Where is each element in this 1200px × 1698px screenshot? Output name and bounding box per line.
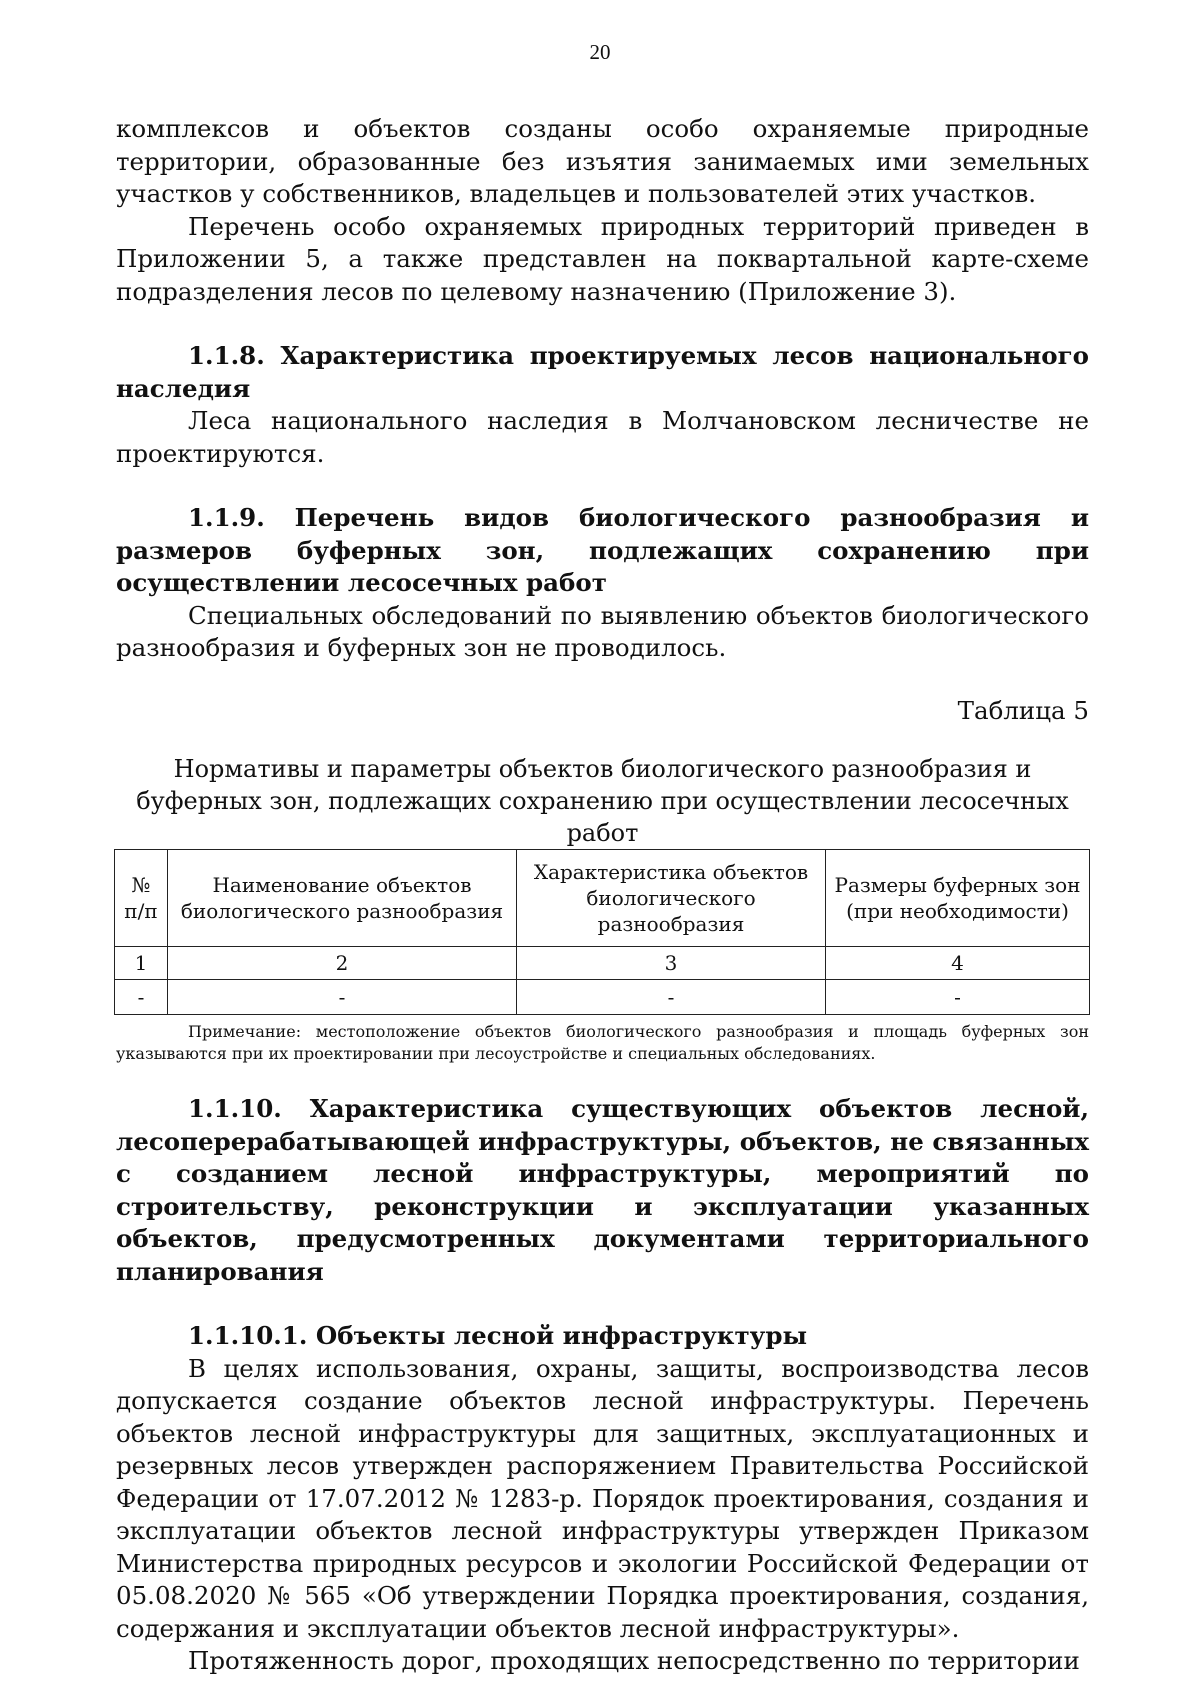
- heading-1-1-10-1: 1.1.10.1. Объекты лесной инфраструктуры: [188, 1321, 808, 1350]
- table-row: [115, 980, 1090, 1015]
- table-cell: 3: [517, 947, 826, 980]
- table-cell: 4: [826, 947, 1090, 980]
- table-cell: 1: [115, 947, 168, 980]
- table-caption-line: Нормативы и параметры объектов биологического разнообразия и: [173, 755, 1032, 783]
- table-label: Таблица 5: [957, 695, 1089, 725]
- table-cell: -: [826, 980, 1090, 1015]
- heading-1-1-8: 1.1.8. Характеристика проектируемых лесов национального наследия: [116, 341, 1089, 403]
- paragraph-forest-infrastructure: В целях использования, охраны, защиты, воспроизводства лесов допускается создание объектов лесной инфраструктуры. Перечень объектов лесной инфраструктуры для защитных, эксплуатационных и резервных лесов утвержден распоряжением Правительства Российской Федерации от 17.07.2012 № 1283-р. Порядок проектирования, создания и эксплуатации объектов лесной инфраструктуры утвержден Приказом Министерства природных ресурсов и экологии Российской Федерации от 05.08.2020 № 565 «Об утверждении Порядка проектирования, создания, содержания и эксплуатации объектов лесной инфраструктуры».: [116, 1353, 1089, 1643]
- paragraph-continuation: комплексов и объектов созданы особо охраняемые природные территории, образованные без изъятия занимаемых ими земельных участков у собственников, владельцев и пользователей этих участков.: [116, 114, 1089, 208]
- header-buffer-size: Размеры буферных зон (при необходимости): [826, 850, 1090, 947]
- table-cell: 2: [168, 947, 517, 980]
- table-header-row: [115, 850, 1090, 947]
- paragraph-roads: Протяженность дорог, проходящих непосредственно по территории: [188, 1646, 1080, 1675]
- header-object-name: Наименование объектов биологического разнообразия: [168, 850, 517, 947]
- table-note: [116, 1021, 1089, 1065]
- page-number: 20: [589, 40, 611, 64]
- table-caption: [116, 753, 1089, 849]
- biodiversity-table: [114, 849, 1090, 1015]
- header-object-characteristics: Характеристика объектов биологического разнообразия: [517, 850, 826, 947]
- header-number-symbol: №: [131, 873, 151, 897]
- page-content: [116, 113, 1089, 1678]
- paragraph-biodiversity: Специальных обследований по выявлению объектов биологического разнообразия и буферных зон не проводилось.: [116, 600, 1089, 662]
- table-caption-line: буферных зон, подлежащих сохранению при осуществлении лесосечных работ: [136, 787, 1069, 847]
- paragraph-national-heritage: Леса национального наследия в Молчановском лесничестве не проектируются.: [116, 406, 1089, 468]
- table-cell: -: [115, 980, 168, 1015]
- heading-1-1-10: 1.1.10. Характеристика существующих объектов лесной, лесоперерабатывающей инфраструктуры, объектов, не связанных с созданием лесной инфраструктуры, мероприятий по строительству, реконструкции и эксплуатации указанных объектов, предусмотренных документами территориального планирования: [116, 1094, 1089, 1286]
- table-cell: -: [168, 980, 517, 1015]
- paragraph-protected-areas: Перечень особо охраняемых природных территорий приведен в Приложении 5, а также представлен на поквартальной карте-схеме подразделения лесов по целевому назначению (Приложение 3).: [116, 211, 1089, 306]
- table-row: [115, 947, 1090, 980]
- table-cell: -: [517, 980, 826, 1015]
- header-number: [115, 850, 168, 947]
- heading-1-1-9: 1.1.9. Перечень видов биологического разнообразия и размеров буферных зон, подлежащих сохранению при осуществлении лесосечных работ: [116, 503, 1089, 597]
- table-note-text: Примечание: местоположение объектов биологического разнообразия и площадь буферных зон указываются при их проектировании при лесоустройстве и специальных обследованиях.: [116, 1022, 1089, 1063]
- header-number-abbr: п/п: [124, 899, 158, 923]
